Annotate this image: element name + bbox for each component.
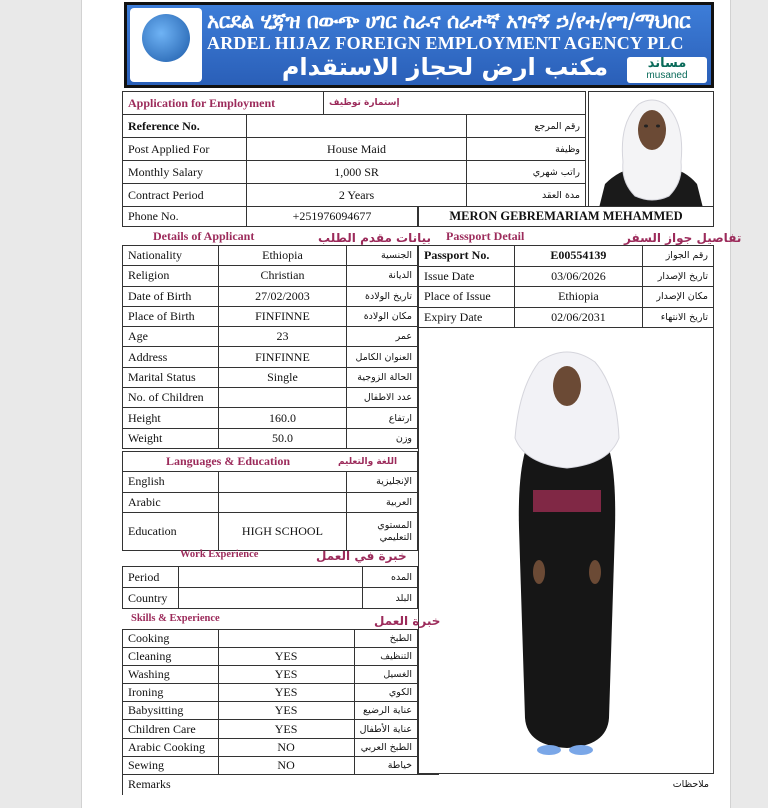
musaned-english: musaned: [646, 70, 688, 81]
field-label: Monthly Salary: [123, 161, 247, 184]
job-row: [123, 161, 586, 184]
field-label-ar: عدد الاطفال: [347, 388, 418, 408]
field-label-ar: ارتفاع: [347, 408, 418, 428]
field-label-ar: العربية: [347, 492, 418, 513]
skill-row: [123, 702, 418, 720]
skill-row: [123, 666, 418, 684]
field-value: 02/06/2031: [514, 307, 642, 328]
application-title-table: [122, 91, 586, 115]
musaned-arabic: مساند: [647, 56, 687, 71]
job-row: [123, 115, 586, 138]
field-value: NO: [218, 738, 354, 756]
personal-row: [123, 286, 418, 306]
field-value: 160.0: [218, 408, 346, 428]
field-value: 03/06/2026: [514, 266, 642, 287]
personal-table: [122, 245, 418, 449]
banner-amharic: አርደል ሂጃዝ በውጭ ሀገር ስራና ሰራተኛ አገናኝ ኃ/የተ/የግ/ማህበር: [207, 9, 691, 33]
passport-title-ar: تفاصيل جواز السفر: [624, 231, 742, 245]
application-title: Application for Employment: [123, 92, 324, 115]
phone-label: Phone No.: [123, 207, 247, 227]
field-label: Ironing: [123, 684, 219, 702]
field-label: Cleaning: [123, 648, 219, 666]
languages-table: [122, 471, 418, 551]
personal-row: [123, 388, 418, 408]
field-label-ar: عناية الرضيع: [354, 702, 417, 720]
field-label-ar: الطبخ العربي: [354, 738, 417, 756]
field-label-ar: مدة العقد: [467, 184, 586, 207]
passport-row: [419, 307, 714, 328]
skill-row: [123, 684, 418, 702]
field-value: Ethiopia: [514, 287, 642, 308]
field-value: FINFINNE: [218, 347, 346, 367]
skill-row: [123, 738, 418, 756]
passport-title: Passport Detail: [446, 229, 525, 243]
field-value: FINFINNE: [218, 306, 346, 326]
language-row: [123, 472, 418, 493]
field-label-ar: راتب شهري: [467, 161, 586, 184]
skill-row: [123, 720, 418, 738]
field-value: E00554139: [514, 246, 642, 267]
field-label-ar: عمر: [347, 327, 418, 347]
field-label: English: [123, 472, 219, 493]
languages-title: Languages & Education: [123, 452, 334, 472]
agency-logo: [130, 8, 202, 82]
field-value: [218, 388, 346, 408]
field-label: No. of Children: [123, 388, 219, 408]
language-row: [123, 513, 418, 551]
field-label: Place of Birth: [123, 306, 219, 326]
work-row: [123, 588, 418, 609]
field-label: Education: [123, 513, 219, 551]
banner-english: ARDEL HIJAZ FOREIGN EMPLOYMENT AGENCY PLC: [207, 33, 684, 53]
name-table: [418, 206, 714, 227]
field-label: Place of Issue: [419, 287, 515, 308]
field-label: Washing: [123, 666, 219, 684]
passport-row: [419, 266, 714, 287]
field-label: Arabic Cooking: [123, 738, 219, 756]
field-value: YES: [218, 684, 354, 702]
remarks-table: [122, 774, 714, 795]
field-label-ar: الإنجليزية: [347, 472, 418, 493]
field-value: YES: [218, 648, 354, 666]
field-label-ar: المستوي التعليمي: [347, 513, 418, 551]
field-label-ar: العنوان الكامل: [347, 347, 418, 367]
field-value: [178, 567, 362, 588]
skill-row: [123, 630, 418, 648]
skills-table: [122, 629, 418, 775]
field-label-ar: تاريخ الانتهاء: [643, 307, 714, 328]
field-label-ar: الحالة الزوجية: [347, 367, 418, 387]
phone-value: +251976094677: [247, 207, 418, 227]
field-value: 50.0: [218, 428, 346, 448]
field-value: Ethiopia: [218, 246, 346, 266]
field-label: Country: [123, 588, 179, 609]
field-value: [218, 472, 347, 493]
field-value: [218, 630, 354, 648]
field-label-ar: البلد: [362, 588, 417, 609]
personal-row: [123, 367, 418, 387]
application-title-ar: إستمارة توظيف: [324, 92, 586, 115]
field-label: Sewing: [123, 756, 219, 774]
field-label: Passport No.: [419, 246, 515, 267]
field-value: [246, 115, 466, 138]
field-label-ar: الكوي: [354, 684, 417, 702]
field-value: Christian: [218, 266, 346, 286]
job-row: [123, 184, 586, 207]
skill-row: [123, 756, 418, 774]
details-title-ar: بيانات مقدم الطلب: [318, 231, 432, 245]
field-label-ar: وزن: [347, 428, 418, 448]
skill-row: [123, 648, 418, 666]
passport-table: [418, 245, 714, 328]
field-label: Issue Date: [419, 266, 515, 287]
field-label: Contract Period: [123, 184, 247, 207]
field-label: Address: [123, 347, 219, 367]
field-value: YES: [218, 702, 354, 720]
personal-row: [123, 408, 418, 428]
field-label-ar: رقم الجواز: [643, 246, 714, 267]
skills-title-ar: خبرة العمل: [374, 614, 441, 628]
field-value: YES: [218, 666, 354, 684]
field-value: 27/02/2003: [218, 286, 346, 306]
field-label-ar: رقم المرجع: [467, 115, 586, 138]
field-label: Arabic: [123, 492, 219, 513]
field-label-ar: الطبخ: [354, 630, 417, 648]
field-label-ar: تاريخ الإصدار: [643, 266, 714, 287]
work-title: Work Experience: [180, 549, 259, 560]
field-value: YES: [218, 720, 354, 738]
field-label: Age: [123, 327, 219, 347]
full-body-photo: [418, 328, 714, 774]
field-value: 1,000 SR: [246, 161, 466, 184]
job-row: [123, 138, 586, 161]
passport-row: [419, 287, 714, 308]
personal-row: [123, 246, 418, 266]
field-label: Cooking: [123, 630, 219, 648]
skills-title: Skills & Experience: [131, 613, 220, 624]
field-label: Weight: [123, 428, 219, 448]
field-label-ar: مكان الإصدار: [643, 287, 714, 308]
field-value: House Maid: [246, 138, 466, 161]
field-label-ar: عناية الأطفال: [354, 720, 417, 738]
globe-icon: [142, 14, 190, 62]
field-label: Reference No.: [123, 115, 247, 138]
field-label: Marital Status: [123, 367, 219, 387]
field-label: Babysitting: [123, 702, 219, 720]
field-label: Post Applied For: [123, 138, 247, 161]
field-value: Single: [218, 367, 346, 387]
field-label-ar: مكان الولادة: [347, 306, 418, 326]
banner-arabic: مكتب ارض لحجاز الاستقدام: [281, 53, 609, 81]
agency-banner: [124, 2, 714, 88]
remarks-label: Remarks: [123, 775, 439, 795]
personal-row: [123, 327, 418, 347]
field-value: [218, 492, 347, 513]
personal-row: [123, 347, 418, 367]
headshot-photo: [588, 91, 714, 207]
field-label-ar: التنظيف: [354, 648, 417, 666]
field-label-ar: الجنسية: [347, 246, 418, 266]
personal-row: [123, 306, 418, 326]
field-label: Religion: [123, 266, 219, 286]
field-label-ar: الديانة: [347, 266, 418, 286]
field-label-ar: وظيفة: [467, 138, 586, 161]
field-value: 2 Years: [246, 184, 466, 207]
field-label-ar: خياطة: [354, 756, 417, 774]
language-row: [123, 492, 418, 513]
field-label: Date of Birth: [123, 286, 219, 306]
languages-header: [122, 451, 418, 472]
field-label-ar: تاريخ الولادة: [347, 286, 418, 306]
field-label-ar: المده: [362, 567, 417, 588]
field-value: [178, 588, 362, 609]
field-label: Nationality: [123, 246, 219, 266]
phone-table: [122, 206, 418, 227]
field-value: 23: [218, 327, 346, 347]
field-label: Expiry Date: [419, 307, 515, 328]
field-label: Period: [123, 567, 179, 588]
languages-title-ar: اللغة والتعليم: [333, 452, 418, 472]
details-title: Details of Applicant: [153, 229, 255, 243]
work-table: [122, 566, 418, 609]
field-value: NO: [218, 756, 354, 774]
remarks-label-ar: ملاحظات: [672, 779, 709, 790]
work-row: [123, 567, 418, 588]
field-value: HIGH SCHOOL: [218, 513, 347, 551]
musaned-logo: [627, 57, 707, 83]
field-label-ar: الغسيل: [354, 666, 417, 684]
passport-row: [419, 246, 714, 267]
work-title-ar: خبرة في العمل: [316, 549, 407, 563]
personal-row: [123, 266, 418, 286]
personal-row: [123, 428, 418, 448]
job-table: [122, 114, 586, 207]
field-label: Height: [123, 408, 219, 428]
applicant-name: MERON GEBREMARIAM MEHAMMED: [419, 207, 714, 227]
field-label: Children Care: [123, 720, 219, 738]
